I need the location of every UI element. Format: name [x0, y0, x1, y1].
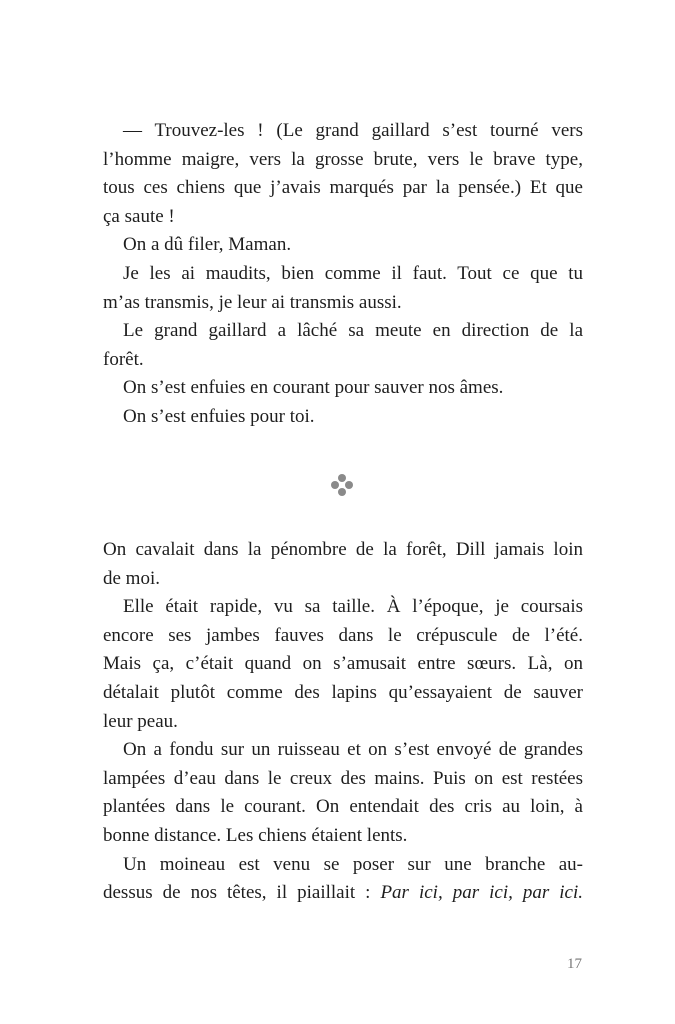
line-text: forêt. [103, 348, 144, 370]
text-line [103, 117, 583, 146]
text-line [103, 346, 583, 375]
text-line [103, 793, 583, 822]
line-text: Le grand gaillard a lâché sa meute en direction de la [123, 320, 583, 342]
line-text: leur peau. [103, 710, 178, 732]
page-number: 17 [567, 956, 582, 972]
line-text: On s’est enfuies pour toi. [123, 405, 315, 427]
text-line [103, 679, 583, 708]
section-break-ornament-icon [331, 474, 353, 496]
text-line [103, 736, 583, 765]
line-text: On a fondu sur un ruisseau et on s’est envoyé de grandes [123, 739, 583, 761]
line-text: On s’est enfuies en courant pour sauver nos âmes. [123, 377, 504, 399]
line-text: On cavalait dans la pénombre de la forêt, Dill jamais loin [103, 539, 583, 560]
text-line [103, 565, 583, 594]
line-text: l’homme maigre, vers la grosse brute, vers le brave type, [103, 148, 583, 170]
italic-text: Par ici, par ici, par ici. [380, 882, 583, 904]
section-2-text [103, 536, 583, 908]
text-line [103, 851, 583, 880]
text-line [103, 174, 583, 203]
text-line [103, 879, 583, 908]
text-line [103, 374, 583, 403]
text-line [103, 650, 583, 679]
line-text: On a dû filer, Maman. [123, 234, 292, 256]
text-line [103, 317, 583, 346]
text-line [103, 593, 583, 622]
line-text: m’as transmis, je leur ai transmis aussi. [103, 291, 402, 313]
line-text: Mais ça, c’était quand on s’amusait entre sœurs. Là, on [103, 653, 583, 675]
text-line [103, 765, 583, 794]
line-text: Elle était rapide, vu sa taille. À l’époque, je coursais [123, 596, 583, 618]
line-text: plantées dans le courant. On entendait des cris au loin, à [103, 796, 583, 818]
line-text: dessus de nos têtes, il piaillait : [103, 882, 381, 904]
text-line [103, 203, 583, 232]
line-text: bonne distance. Les chiens étaient lents. [103, 824, 408, 846]
text-line [103, 146, 583, 175]
line-text: tous ces chiens que j’avais marqués par la pensée.) Et que [103, 177, 583, 199]
text-line [103, 708, 583, 737]
line-text: de moi. [103, 567, 160, 589]
line-text: lampées d’eau dans le creux des mains. Puis on est restées [103, 767, 583, 789]
line-text: Je les ai maudits, bien comme il faut. Tout ce que tu [123, 262, 583, 284]
text-line [103, 231, 583, 260]
text-line [103, 289, 583, 318]
section-1-text [103, 117, 583, 432]
line-text: détalait plutôt comme des lapins qu’essayaient de sauver [103, 681, 583, 703]
text-line [103, 260, 583, 289]
text-line [103, 536, 583, 565]
text-line [103, 622, 583, 651]
line-text: — Trouvez-les ! (Le grand gaillard s’est tourné vers [123, 120, 583, 141]
line-text: ça saute ! [103, 205, 175, 227]
text-line [103, 403, 583, 432]
line-text: Un moineau est venu se poser sur une branche au- [123, 853, 583, 875]
line-text: encore ses jambes fauves dans le crépuscule de l’été. [103, 624, 583, 646]
text-line [103, 822, 583, 851]
